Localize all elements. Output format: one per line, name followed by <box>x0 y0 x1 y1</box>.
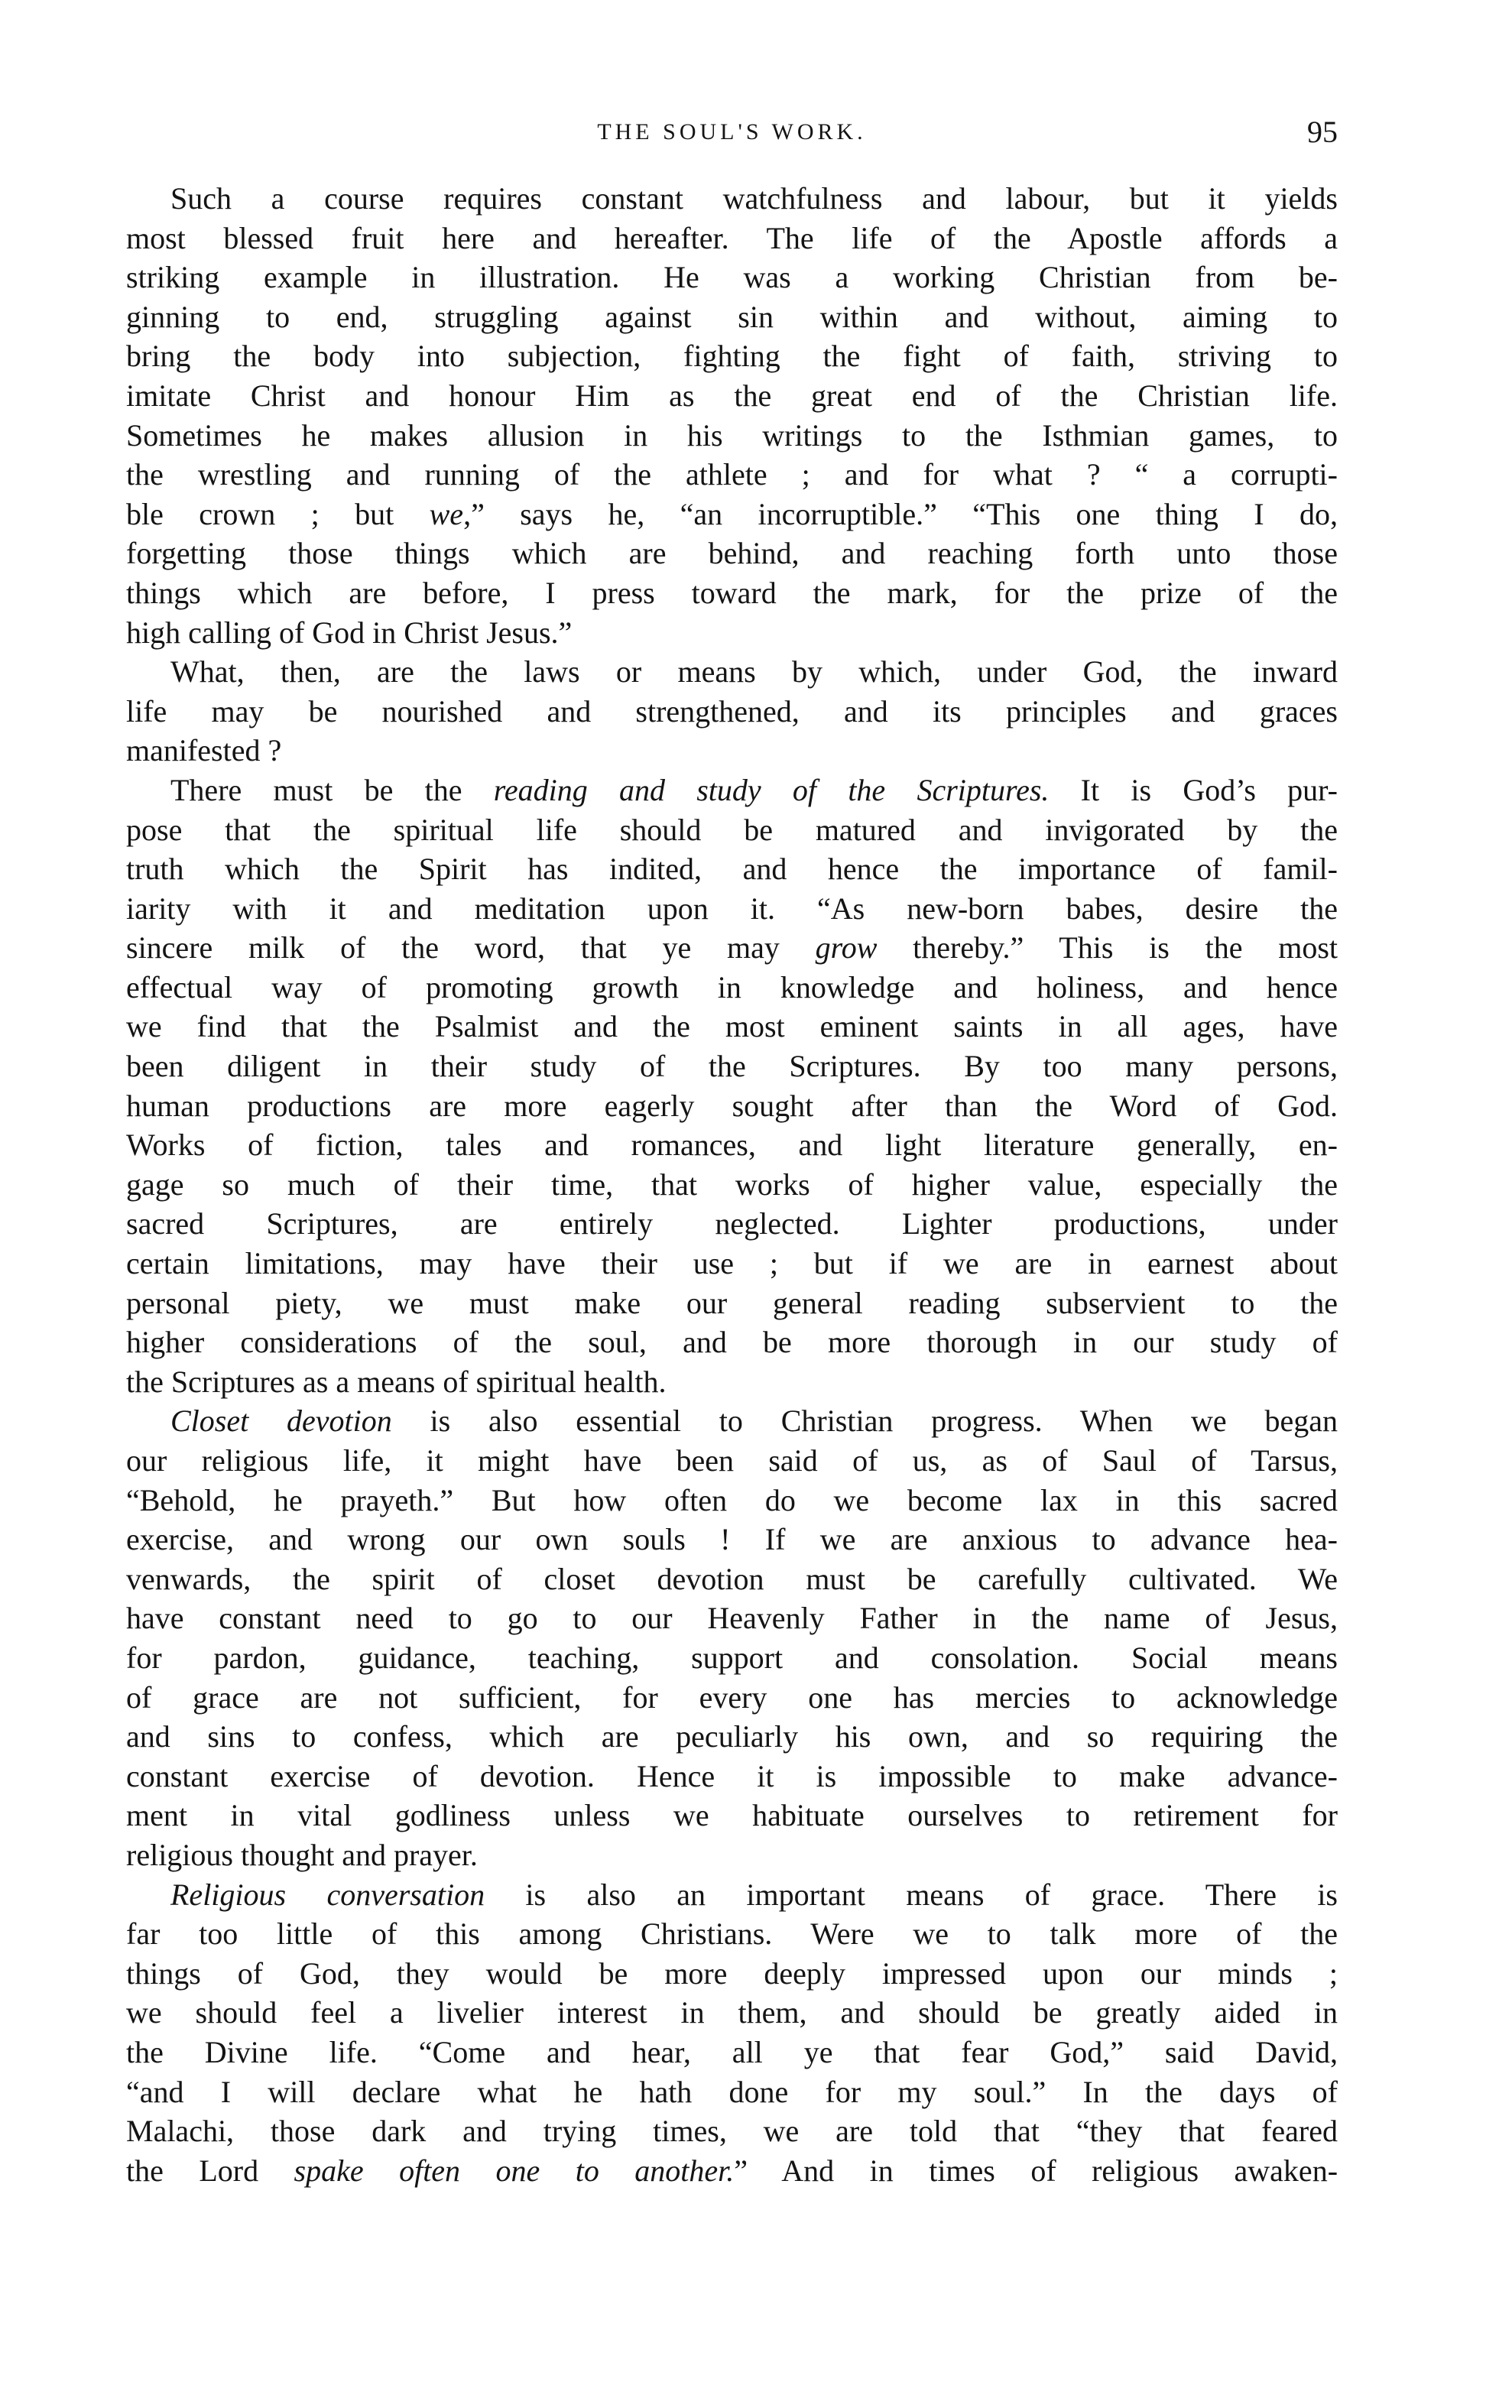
line-text: “Behold, he prayeth.” But how often do we become lax in this sacred <box>126 1482 1338 1517</box>
line-text: religious thought and prayer. <box>126 1837 478 1872</box>
text-line <box>126 1284 1338 1323</box>
text-line <box>126 1481 1338 1520</box>
line-text: ble crown ; but <box>126 496 430 531</box>
line-text: certain limitations, may have their use ; but if we are in earnest about <box>126 1246 1338 1281</box>
line-text: sincere milk of the word, that ye may <box>126 930 816 965</box>
text-line <box>126 1086 1338 1126</box>
text-line <box>126 1875 1338 1915</box>
text-line <box>126 2111 1338 2151</box>
text-line <box>126 613 1338 653</box>
text-line <box>126 376 1338 416</box>
text-line <box>126 731 1338 771</box>
line-text-after: It is God’s pur- <box>1049 772 1338 807</box>
line-italic-text: reading and study of the Scriptures. <box>493 772 1050 807</box>
text-line <box>126 692 1338 732</box>
line-text: for pardon, guidance, teaching, support and consolation. Social means <box>126 1640 1338 1675</box>
text-line <box>126 849 1338 889</box>
line-text-after: is also an important means of grace. There is <box>485 1877 1338 1912</box>
text-line <box>126 179 1338 219</box>
text-line <box>126 1598 1338 1638</box>
text-line <box>126 1717 1338 1757</box>
line-text: things which are before, I press toward the mark, for the prize of the <box>126 575 1338 610</box>
line-text: things of God, they would be more deeply impressed upon our minds ; <box>126 1955 1338 1991</box>
line-text-after: ,” says he, “an incorruptible.” “This one thing I do, <box>463 496 1338 531</box>
line-text: forgetting those things which are behind, and reaching forth unto those <box>126 536 1338 571</box>
line-text: constant exercise of devotion. Hence it is impossible to make advance- <box>126 1758 1338 1793</box>
line-text: gage so much of their time, that works of higher value, especially the <box>126 1167 1338 1202</box>
line-text: the Scriptures as a means of spiritual health. <box>126 1364 667 1399</box>
text-line <box>126 1125 1338 1165</box>
line-text: iarity with it and meditation upon it. “As new-born babes, desire the <box>126 891 1338 926</box>
line-text: we find that the Psalmist and the most eminent saints in all ages, have <box>126 1009 1338 1044</box>
line-text: our religious life, it might have been said of us, as of Saul of Tarsus, <box>126 1443 1338 1478</box>
text-line <box>126 1835 1338 1875</box>
line-text: of grace are not sufficient, for every one has mercies to acknowledge <box>126 1679 1338 1715</box>
text-line <box>126 2151 1338 2191</box>
line-text: effectual way of promoting growth in knowledge and holiness, and hence <box>126 969 1338 1004</box>
text-line <box>126 336 1338 376</box>
line-text: pose that the spiritual life should be matured and invigorated by the <box>126 812 1338 847</box>
line-text: been diligent in their study of the Scriptures. By too many persons, <box>126 1049 1338 1084</box>
text-line <box>126 1244 1338 1284</box>
line-text: bring the body into subjection, fighting the fight of faith, striving to <box>126 339 1338 374</box>
text-line <box>126 889 1338 929</box>
line-text: ginning to end, struggling against sin within and without, aiming to <box>126 299 1338 334</box>
line-text: higher considerations of the soul, and be more thorough in our study of <box>126 1325 1338 1360</box>
text-line <box>126 297 1338 337</box>
line-text: most blessed fruit here and hereafter. The life of the Apostle affords a <box>126 220 1338 255</box>
text-line <box>126 1401 1338 1441</box>
text-line <box>126 258 1338 297</box>
line-text: Sometimes he makes allusion in his writings to the Isthmian games, to <box>126 417 1338 453</box>
text-line <box>126 1796 1338 1835</box>
line-text: personal piety, we must make our general reading subservient to the <box>126 1285 1338 1320</box>
line-italic-text: grow <box>815 930 878 965</box>
page-number: 95 <box>1307 115 1338 149</box>
text-line <box>126 771 1338 810</box>
text-line <box>126 1362 1338 1402</box>
text-line <box>126 928 1338 968</box>
text-line <box>126 1165 1338 1205</box>
line-text-after: is also essential to Christian progress. When we began <box>391 1404 1338 1439</box>
text-line <box>126 1007 1338 1047</box>
line-text: ment in vital godliness unless we habituate ourselves to retirement for <box>126 1798 1338 1833</box>
line-text: Malachi, those dark and trying times, we are told that “they that feared <box>126 2114 1338 2149</box>
line-italic-text: we <box>429 496 464 531</box>
text-line <box>126 1204 1338 1244</box>
line-italic-text: Closet devotion <box>170 1404 392 1439</box>
line-italic-text: spake often one to another. <box>294 2153 735 2188</box>
line-text: life may be nourished and strengthened, and its principles and graces <box>126 693 1338 729</box>
text-line <box>126 1322 1338 1362</box>
line-text: have constant need to go to our Heavenly Father in the name of Jesus, <box>126 1601 1338 1636</box>
line-text: the Divine life. “Come and hear, all ye that fear God,” said David, <box>126 2034 1338 2069</box>
text-line <box>126 1047 1338 1086</box>
line-text: venwards, the spirit of closet devotion must be carefully cultivated. We <box>126 1561 1338 1596</box>
line-text: high calling of God in Christ Jesus.” <box>126 615 573 650</box>
text-line <box>126 652 1338 692</box>
text-line <box>126 1757 1338 1796</box>
text-line <box>126 1993 1338 2033</box>
text-line <box>126 1954 1338 1994</box>
line-text: “and I will declare what he hath done for my soul.” In the days of <box>126 2074 1338 2109</box>
running-title: THE SOUL'S WORK. <box>597 119 867 144</box>
line-text-after: ” And in times of religious awaken- <box>734 2153 1338 2188</box>
line-text: truth which the Spirit has indited, and hence the importance of famil- <box>126 852 1338 887</box>
line-italic-text: Religious conversation <box>170 1877 485 1912</box>
text-line <box>126 1441 1338 1481</box>
text-line <box>126 219 1338 258</box>
line-text: and sins to confess, which are peculiarly his own, and so requiring the <box>126 1719 1338 1754</box>
line-text: striking example in illustration. He was a working Christian from be- <box>126 260 1338 295</box>
line-text: Such a course requires constant watchfulness and labour, but it yields <box>170 181 1338 216</box>
line-text: imitate Christ and honour Him as the great end of the Christian life. <box>126 378 1338 413</box>
line-text-after: thereby.” This is the most <box>877 930 1338 965</box>
text-line <box>126 2072 1338 2112</box>
text-line <box>126 573 1338 613</box>
text-line <box>126 1559 1338 1599</box>
line-text: human productions are more eagerly sought after than the Word of God. <box>126 1088 1338 1123</box>
text-line <box>126 810 1338 850</box>
line-text: Works of fiction, tales and romances, and light literature generally, en- <box>126 1128 1338 1163</box>
text-line <box>126 495 1338 534</box>
text-line <box>126 968 1338 1008</box>
text-line <box>126 1678 1338 1718</box>
line-text: sacred Scriptures, are entirely neglected. Lighter productions, under <box>126 1206 1338 1241</box>
line-text: the Lord <box>126 2153 294 2188</box>
text-line <box>126 455 1338 495</box>
running-header <box>126 113 1338 151</box>
body-text <box>126 179 1338 2190</box>
text-line <box>126 1914 1338 1954</box>
line-text: exercise, and wrong our own souls ! If we are anxious to advance hea- <box>126 1522 1338 1557</box>
text-line <box>126 534 1338 573</box>
line-text: What, then, are the laws or means by which, under God, the inward <box>170 654 1338 690</box>
line-text: There must be the <box>170 772 494 807</box>
line-text: the wrestling and running of the athlete ; and for what ? “ a corrupti- <box>126 457 1338 492</box>
text-line <box>126 1638 1338 1678</box>
text-line <box>126 416 1338 456</box>
line-text: manifested ? <box>126 733 282 768</box>
line-text: far too little of this among Christians. Were we to talk more of the <box>126 1916 1338 1952</box>
line-text: we should feel a livelier interest in them, and should be greatly aided in <box>126 1995 1338 2030</box>
text-line <box>126 1520 1338 1559</box>
text-line <box>126 2033 1338 2072</box>
